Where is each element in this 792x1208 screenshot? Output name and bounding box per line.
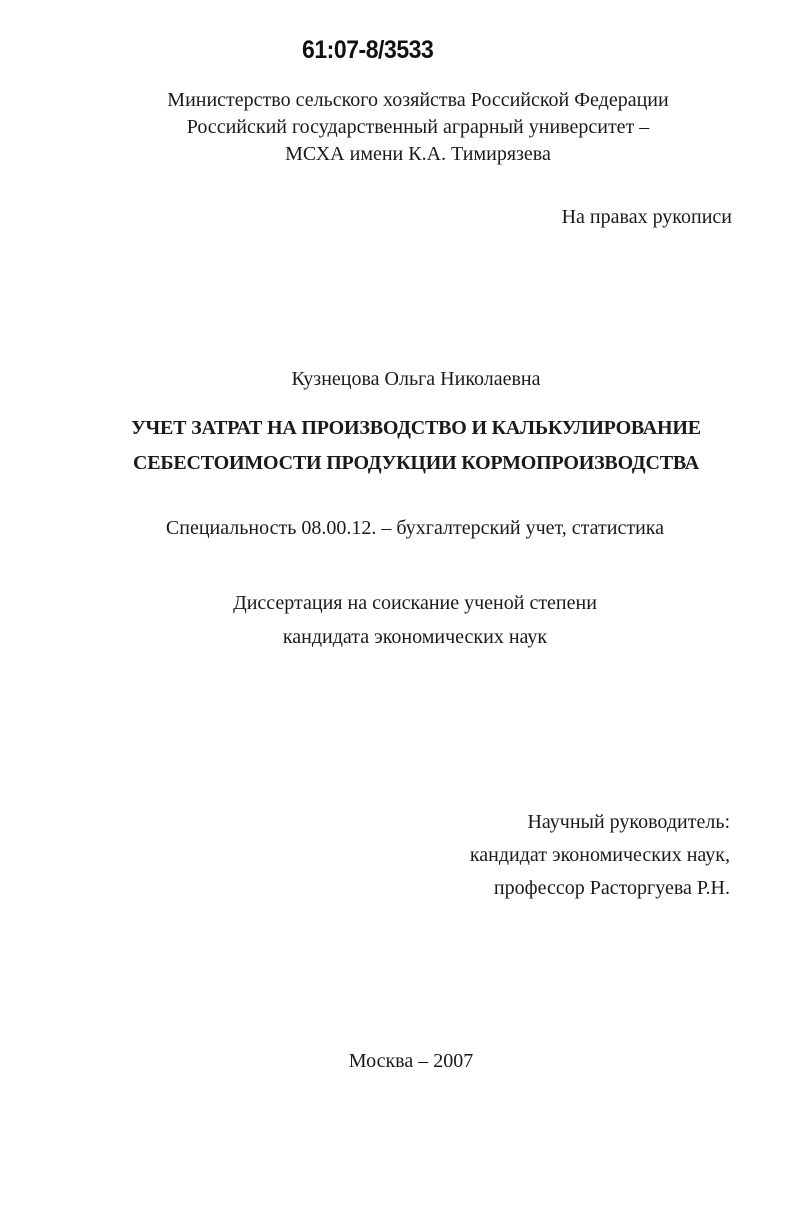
ministry-line: Министерство сельского хозяйства Российской Федерации (167, 89, 669, 111)
organization-header (0, 87, 792, 168)
degree-statement-line-2: кандидата экономических наук (282, 626, 548, 648)
archive-stamp-code: 61:07-8/3533 (302, 36, 434, 64)
supervisor-label: Научный руководитель: (527, 811, 730, 833)
supervisor-name: профессор Расторгуева Р.Н. (493, 877, 730, 899)
specialty-line: Специальность 08.00.12. – бухгалтерский учет, статистика (165, 517, 665, 539)
supervisor-block (470, 806, 730, 905)
rights-notice: На правах рукописи (561, 206, 732, 228)
title-line-2: СЕБЕСТОИМОСТИ ПРОДУКЦИИ КОРМОПРОИЗВОДСТВА (133, 452, 699, 474)
place-and-year: Москва – 2007 (348, 1050, 474, 1072)
degree-statement-line-1: Диссертация на соискание ученой степени (233, 592, 597, 614)
dissertation-title (0, 411, 792, 481)
degree-statement (0, 586, 792, 654)
supervisor-degree: кандидат экономических наук, (469, 844, 730, 866)
university-name-line: МСХА имени К.А. Тимирязева (285, 143, 551, 165)
university-line: Российский государственный аграрный университет – (186, 116, 650, 138)
title-line-1: УЧЕТ ЗАТРАТ НА ПРОИЗВОДСТВО И КАЛЬКУЛИРОВАНИЕ (131, 417, 701, 439)
author-name: Кузнецова Ольга Николаевна (291, 368, 541, 390)
